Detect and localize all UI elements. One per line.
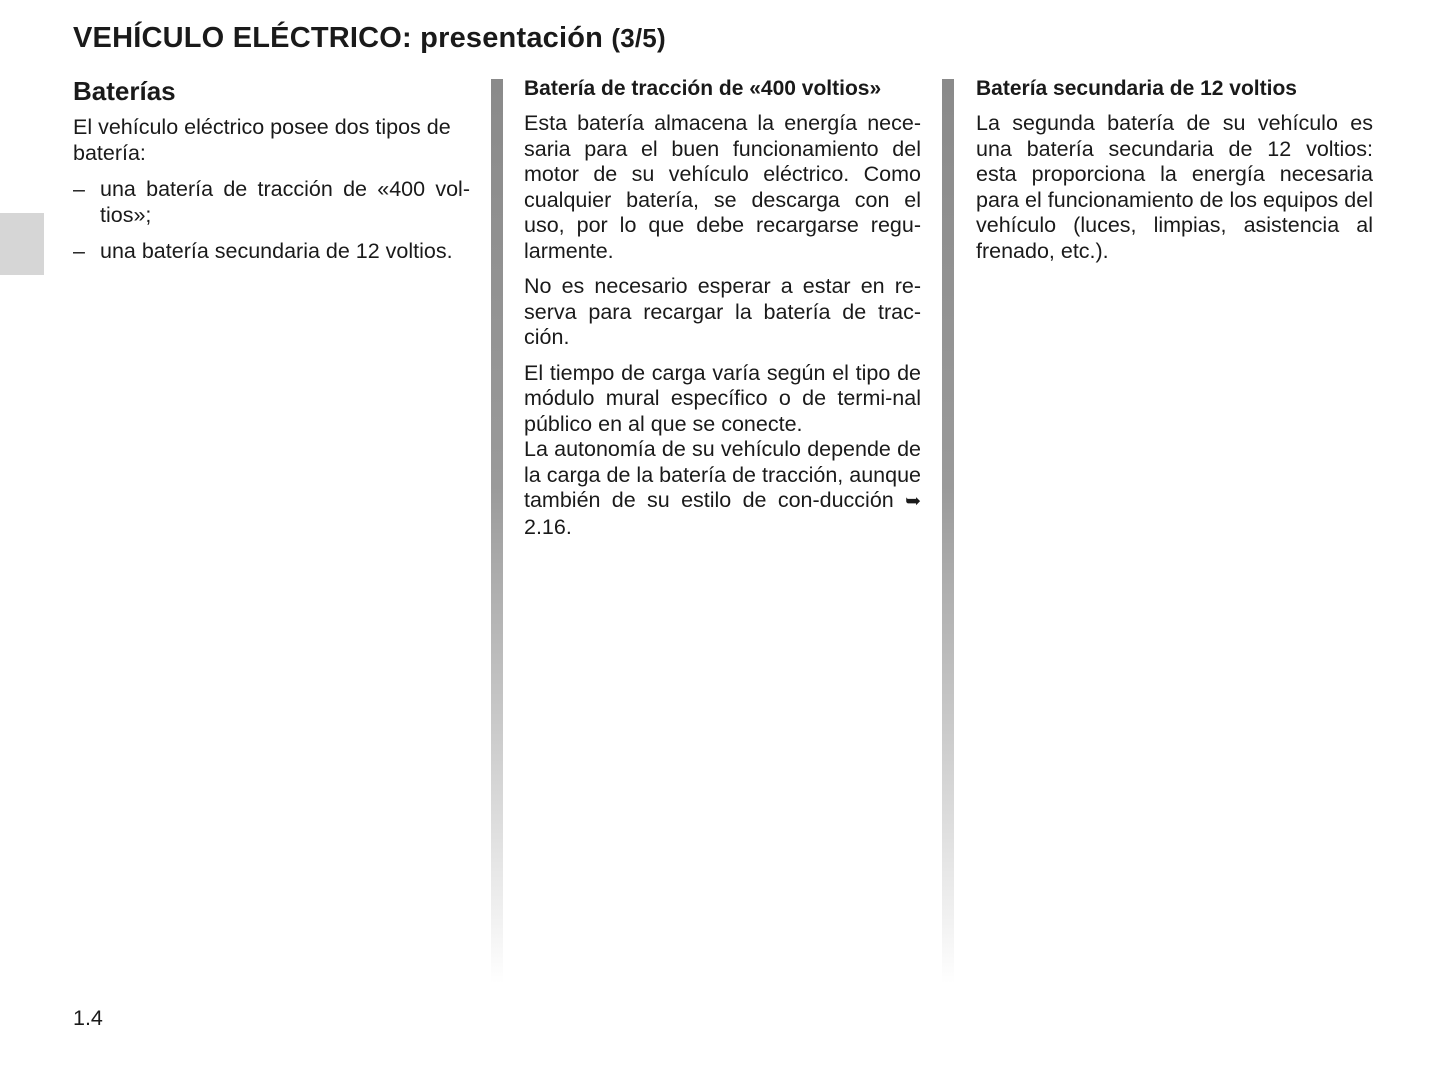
page-title [73, 22, 666, 55]
paragraph-text: La autonomía de su vehículo depende de la carga de la batería de tracción, aunque también de su estilo de con-ducción [524, 437, 921, 512]
list-dash: – [73, 239, 85, 263]
list-dash: – [73, 177, 85, 201]
intro-paragraph: El vehículo eléctrico posee dos tipos de batería: [73, 115, 451, 165]
column-baterias [73, 76, 470, 265]
page-reference[interactable]: 2.16. [524, 514, 572, 539]
paragraph: Esta batería almacena la energía nece-saria para el buen funcionamiento del motor de su vehículo eléctrico. Como cualquier batería, se descarga con el uso, por lo que debe recargarse regu-larmente. [524, 111, 921, 263]
column-divider [942, 79, 954, 984]
list-item-text: una batería de tracción de «400 vol-tios»; [100, 177, 470, 227]
column-secondary-battery [976, 76, 1373, 264]
sub-heading-secondary-battery: Batería secundaria de 12 voltios [976, 77, 1297, 100]
list-item [73, 239, 470, 265]
column-traction-battery [524, 76, 921, 540]
column-divider [491, 79, 503, 984]
paragraph: El tiempo de carga varía según el tipo de módulo mural específico o de termi-nal público en al que se conecte. [524, 360, 921, 436]
battery-type-list [73, 177, 470, 265]
sub-heading-traction-battery: Batería de tracción de «400 voltios» [524, 77, 882, 100]
paragraph: La segunda batería de su vehículo es una batería secundaria de 12 voltios: esta proporciona la energía necesaria para el funcionamiento de los equipos del vehículo (luces, limpias, asistencia al frenado, etc.). [976, 111, 1373, 263]
page-title-part: (3/5) [611, 23, 666, 53]
paragraph: No es necesario esperar a estar en re-serva para recargar la batería de trac-ción. [524, 274, 921, 349]
arrow-right-icon: ➥ [905, 491, 921, 512]
list-item [73, 177, 470, 228]
paragraph-autonomy [524, 437, 921, 540]
section-heading-baterias: Baterías [73, 76, 176, 106]
page-number: 1.4 [73, 1006, 103, 1030]
list-item-text: una batería secundaria de 12 voltios. [100, 239, 453, 263]
page-title-main: VEHÍCULO ELÉCTRICO: presentación [73, 22, 604, 54]
chapter-tab [0, 213, 44, 275]
